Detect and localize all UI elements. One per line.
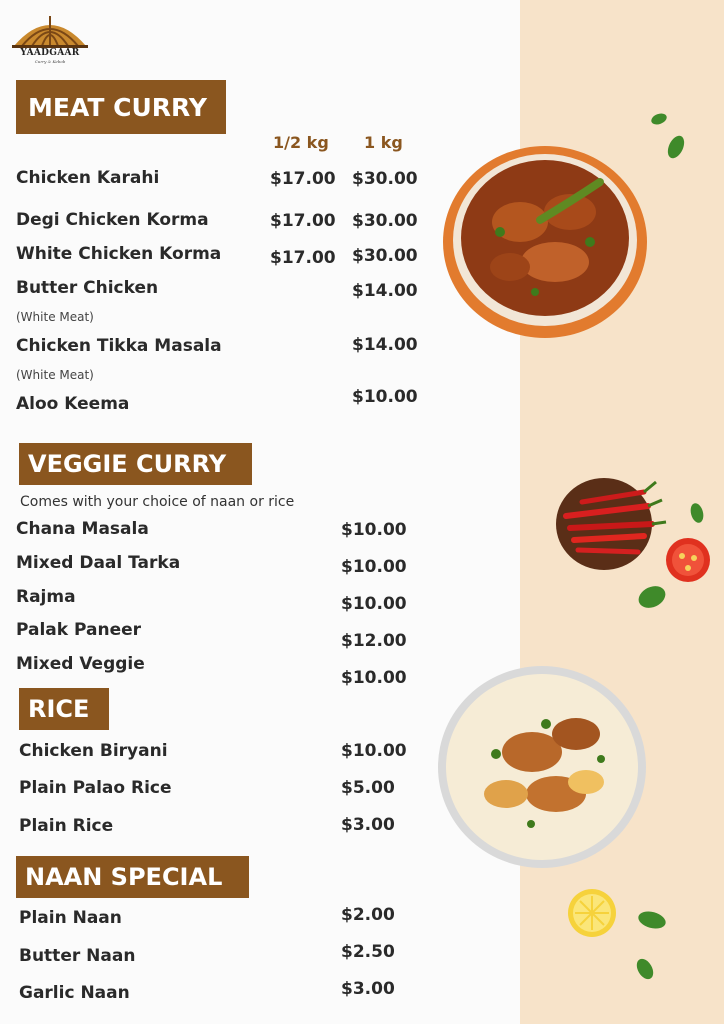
menu-item-name: Butter Naan [19, 946, 136, 966]
menu-item-price: $2.00 [341, 905, 395, 925]
menu-item-name: White Chicken Korma [16, 244, 222, 264]
menu-item-name: Butter Chicken [16, 278, 159, 298]
menu-item-name: Garlic Naan [19, 983, 130, 1003]
menu-item-name: Mixed Daal Tarka [16, 553, 181, 573]
leaf-icon [650, 112, 668, 126]
column-one-kg: 1 kg [364, 133, 403, 152]
menu-item-note: (White Meat) [16, 310, 94, 324]
menu-item-name: Chicken Karahi [16, 168, 160, 188]
tomato-icon [664, 536, 712, 584]
brand-tagline: Curry & Kebob [34, 59, 66, 64]
leaf-icon [634, 956, 656, 982]
leaf-icon [688, 502, 706, 524]
chili-bowl-image [552, 466, 668, 576]
leaf-icon [666, 134, 686, 160]
menu-item-price: $10.00 [341, 741, 407, 761]
menu-item-price-full: $30.00 [352, 169, 418, 189]
menu-item-price: $10.00 [341, 557, 407, 577]
menu-item-name: Mixed Veggie [16, 654, 145, 674]
menu-item-name: Plain Naan [19, 908, 122, 928]
section-naan-special-title: NAAN SPECIAL [16, 856, 249, 898]
column-half-kg: 1/2 kg [273, 133, 329, 152]
leaf-icon [636, 584, 668, 610]
menu-item-price-full: $14.00 [352, 335, 418, 355]
menu-item-price-half: $17.00 [270, 169, 336, 189]
menu-item-name: Aloo Keema [16, 394, 130, 414]
menu-item-price: $2.50 [341, 942, 395, 962]
chicken-curry-bowl-image [440, 132, 650, 342]
menu-item-price-full: $30.00 [352, 211, 418, 231]
menu-item-name: Chana Masala [16, 519, 149, 539]
menu-item-price: $5.00 [341, 778, 395, 798]
section-veggie-curry-title: VEGGIE CURRY [19, 443, 252, 485]
menu-item-name: Plain Palao Rice [19, 778, 172, 798]
lemon-icon [567, 888, 617, 938]
menu-item-price: $3.00 [341, 815, 395, 835]
menu-item-name: Chicken Biryani [19, 741, 168, 761]
menu-item-name: Plain Rice [19, 816, 114, 836]
section-meat-curry-title: MEAT CURRY [16, 80, 226, 134]
menu-item-price: $12.00 [341, 631, 407, 651]
menu-item-name: Chicken Tikka Masala [16, 336, 222, 356]
brand-name: YAADGAAR [20, 48, 80, 58]
menu-item-price: $10.00 [341, 594, 407, 614]
menu-item-price-full: $10.00 [352, 387, 418, 407]
menu-item-price: $10.00 [341, 668, 407, 688]
menu-item-name: Palak Paneer [16, 620, 142, 640]
menu-item-price: $10.00 [341, 520, 407, 540]
section-rice-title: RICE [19, 688, 109, 730]
menu-item-name: Degi Chicken Korma [16, 210, 209, 230]
menu-item-price-full: $14.00 [352, 281, 418, 301]
section-subtitle: Comes with your choice of naan or rice [20, 494, 295, 510]
menu-item-price: $3.00 [341, 979, 395, 999]
menu-item-name: Rajma [16, 587, 76, 607]
leaf-icon [636, 908, 668, 932]
menu-item-price-half: $17.00 [270, 248, 336, 268]
menu-item-note: (White Meat) [16, 368, 94, 382]
biryani-plate-image [436, 664, 648, 870]
menu-item-price-full: $30.00 [352, 246, 418, 266]
menu-item-price-half: $17.00 [270, 211, 336, 231]
